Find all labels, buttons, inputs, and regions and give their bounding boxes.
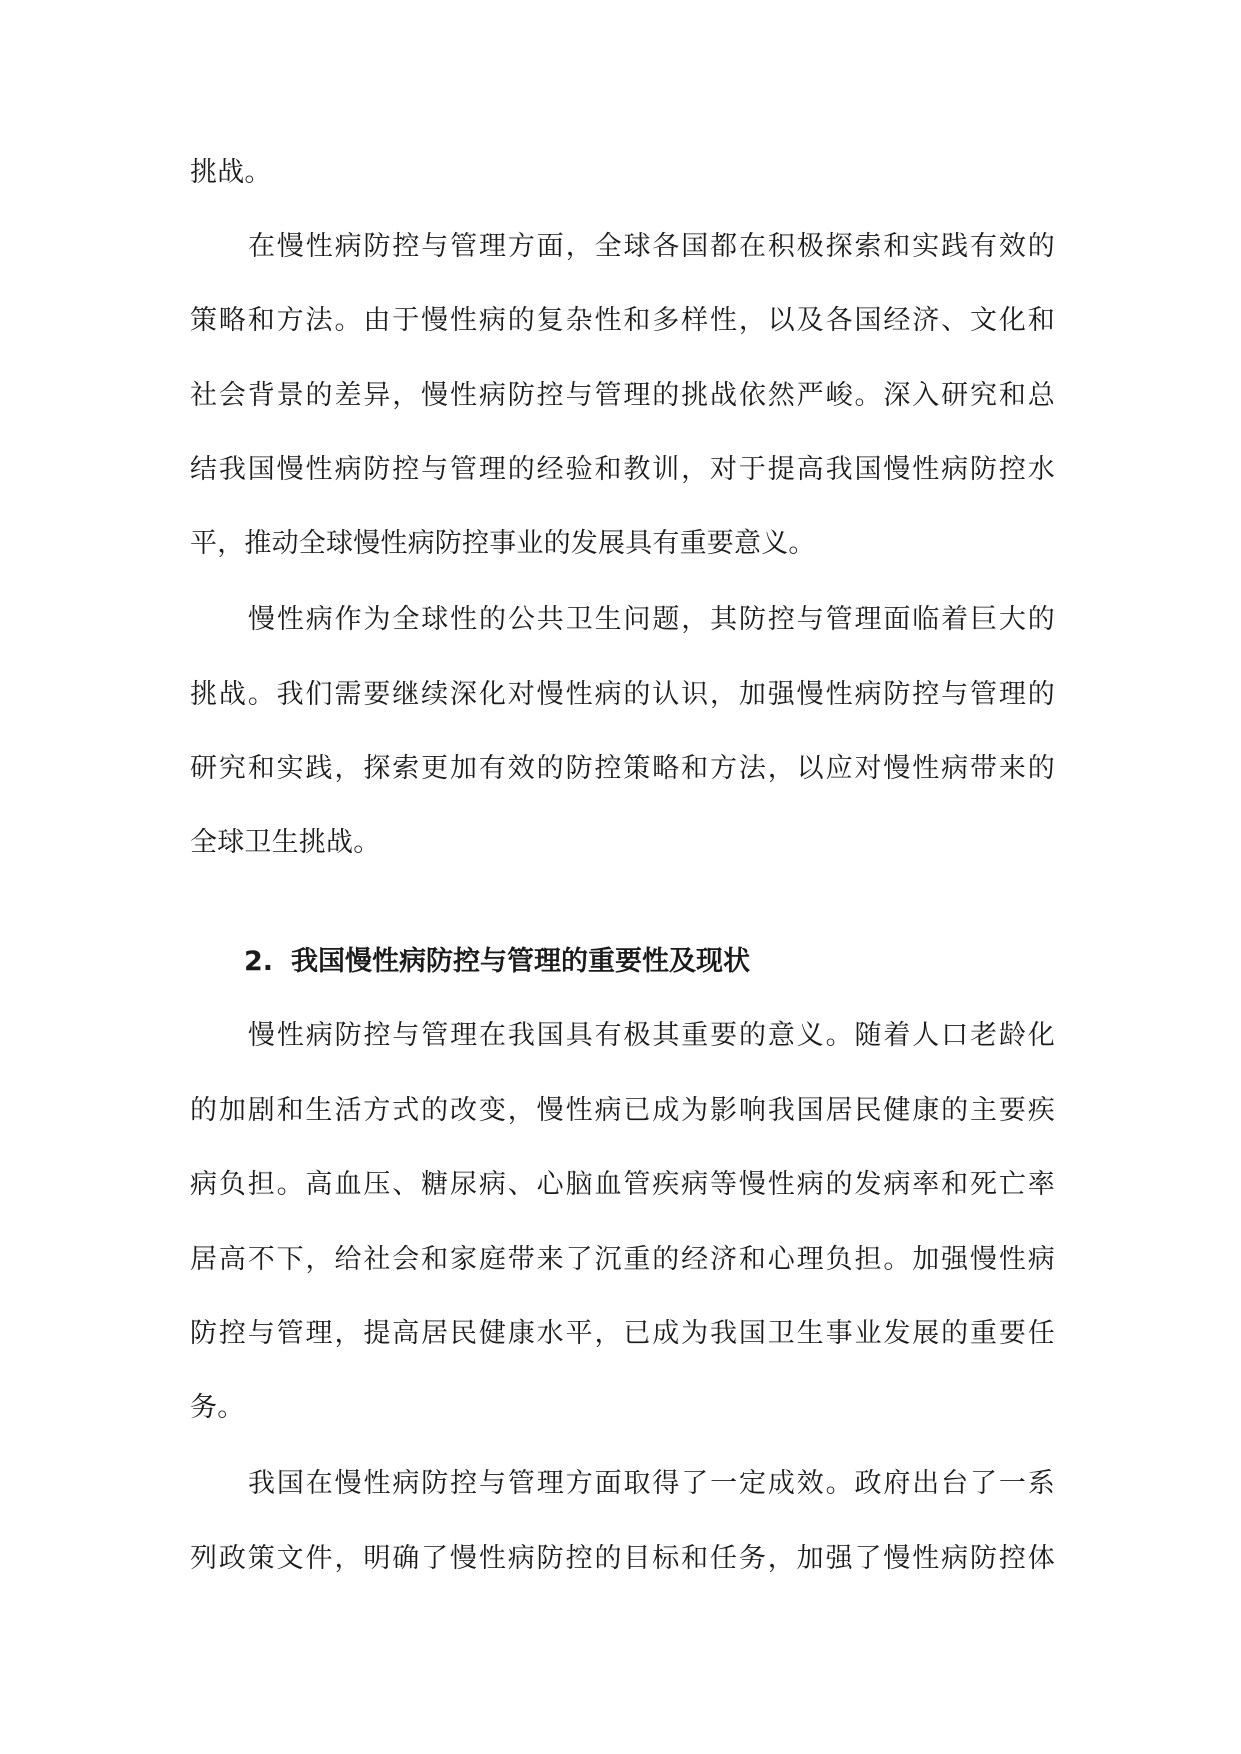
paragraph-line: 平，推动全球慢性病防控事业的发展具有重要意义。 [190, 528, 816, 559]
paragraph-line: 在慢性病防控与管理方面，全球各国都在积极探索和实践有效的 [248, 231, 1055, 262]
paragraph-line: 全球卫生挑战。 [190, 827, 381, 858]
paragraph-line: 的加剧和生活方式的改变，慢性病已成为影响我国居民健康的主要疾 [190, 1095, 1055, 1126]
section-heading [244, 942, 750, 982]
paragraph-line: 病负担。高血压、糖尿病、心脑血管疾病等慢性病的发病率和死亡率 [190, 1169, 1055, 1200]
paragraph-line: 研究和实践，探索更加有效的防控策略和方法，以应对慢性病带来的 [190, 753, 1055, 784]
paragraph-line: 挑战。 [190, 157, 272, 188]
paragraph-line: 慢性病作为全球性的公共卫生问题，其防控与管理面临着巨大的 [248, 604, 1055, 635]
section-title: 我国慢性病防控与管理的重要性及现状 [291, 946, 751, 977]
paragraph-line: 列政策文件，明确了慢性病防控的目标和任务，加强了慢性病防控体 [190, 1543, 1055, 1574]
paragraph-line: 挑战。我们需要继续深化对慢性病的认识，加强慢性病防控与管理的 [190, 679, 1055, 710]
paragraph-line: 策略和方法。由于慢性病的复杂性和多样性，以及各国经济、文化和 [190, 305, 1055, 336]
section-number: 2. [244, 946, 274, 977]
paragraph-line: 居高不下，给社会和家庭带来了沉重的经济和心理负担。加强慢性病 [190, 1244, 1055, 1275]
paragraph-line: 慢性病防控与管理在我国具有极其重要的意义。随着人口老龄化 [248, 1020, 1055, 1051]
paragraph-line: 社会背景的差异，慢性病防控与管理的挑战依然严峻。深入研究和总 [190, 380, 1055, 411]
paragraph-line: 防控与管理，提高居民健康水平，已成为我国卫生事业发展的重要任 [190, 1318, 1055, 1349]
paragraph-line: 务。 [190, 1392, 245, 1423]
paragraph-line: 结我国慢性病防控与管理的经验和教训，对于提高我国慢性病防控水 [190, 454, 1055, 485]
paragraph-line: 我国在慢性病防控与管理方面取得了一定成效。政府出台了一系 [248, 1468, 1055, 1499]
